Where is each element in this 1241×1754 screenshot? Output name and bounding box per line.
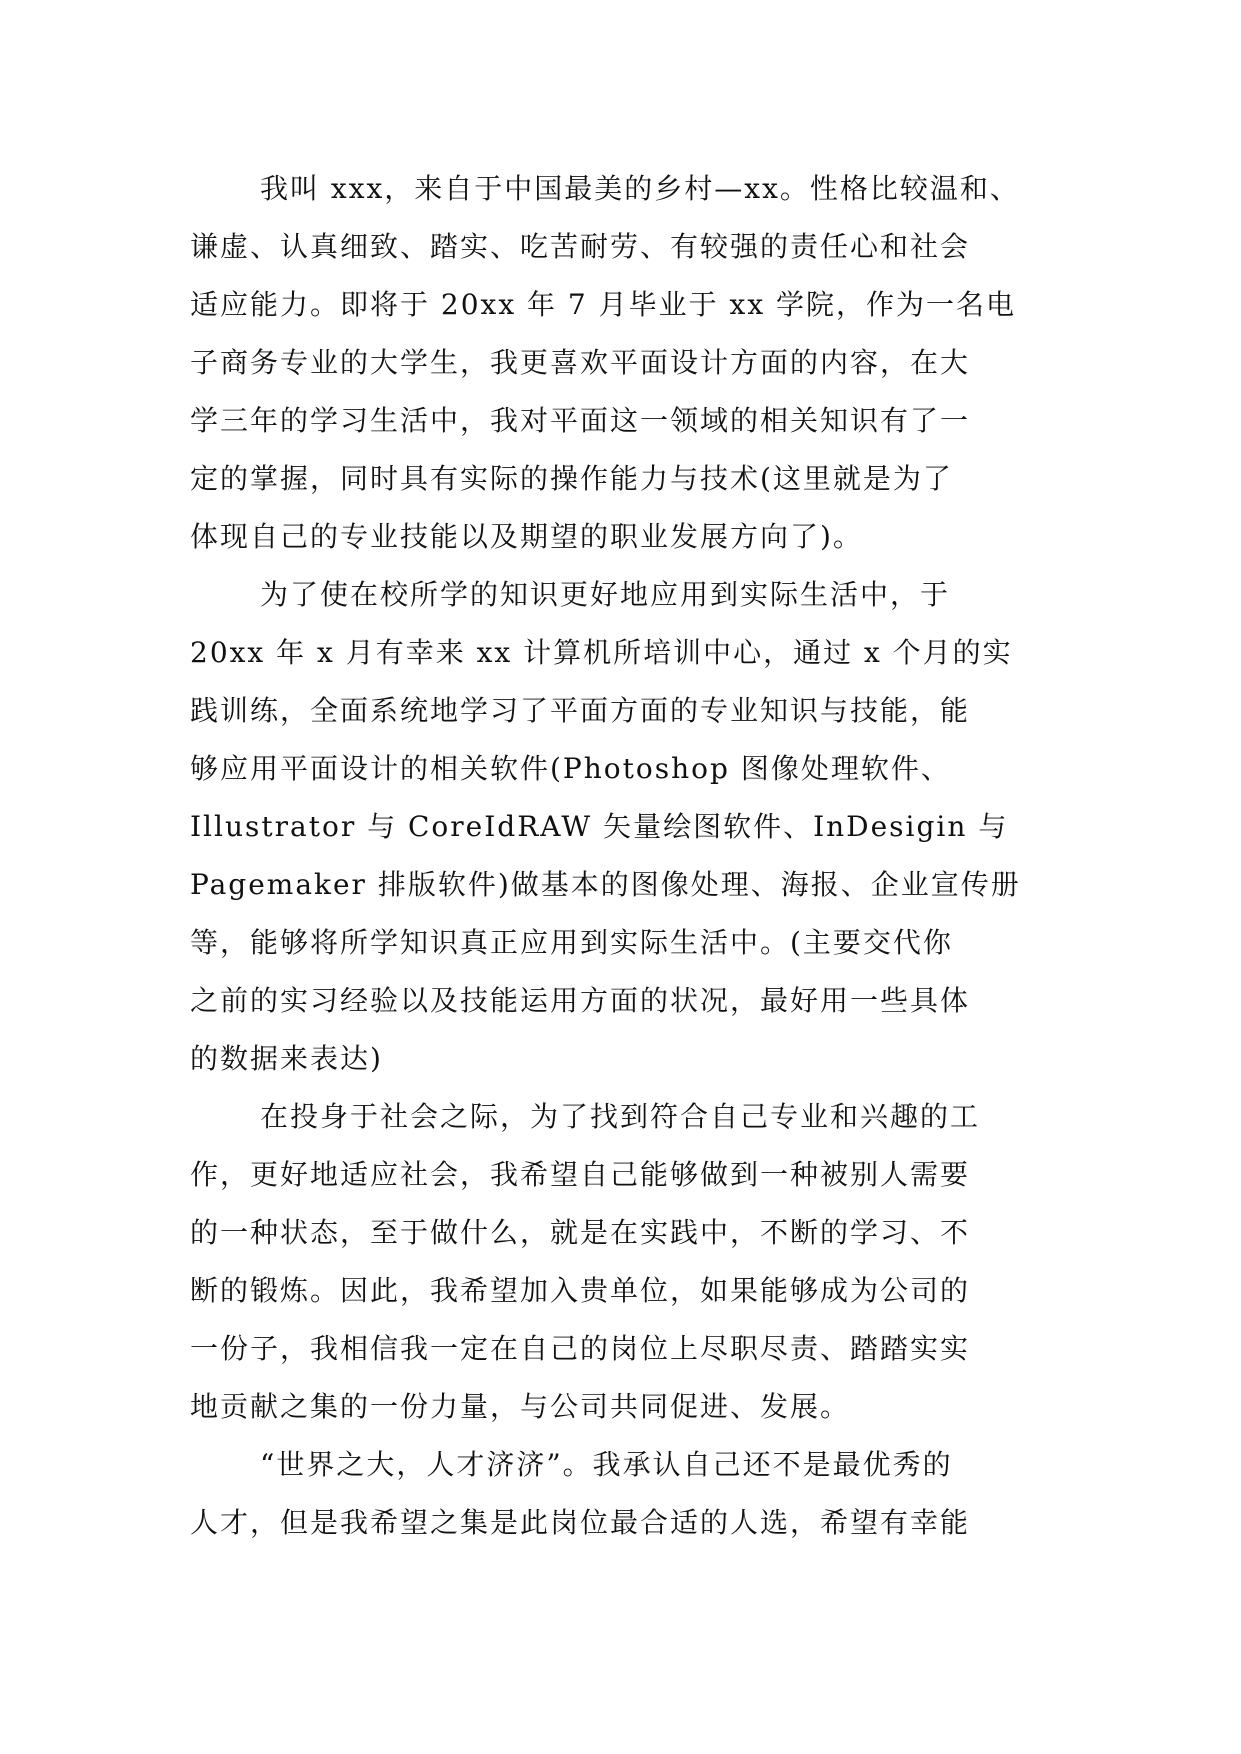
text-line: 断的锻炼。因此，我希望加入贵单位，如果能够成为公司的 [190, 1274, 971, 1307]
cover-letter-body [190, 160, 1060, 1552]
text-line: 地贡献之集的一份力量，与公司共同促进、发展。 [190, 1390, 851, 1423]
text-line: “世界之大，人才济济”。我承认自己还不是最优秀的 [260, 1448, 953, 1481]
text-line: 谦虚、认真细致、踏实、吃苦耐劳、有较强的责任心和社会 [190, 230, 971, 263]
text-line: 人才，但是我希望之集是此岗位最合适的人选，希望有幸能 [190, 1506, 971, 1539]
text-line: 学三年的学习生活中，我对平面这一领域的相关知识有了一 [190, 404, 971, 437]
text-line: 够应用平面设计的相关软件(Photoshop 图像处理软件、 [190, 752, 951, 785]
text-line: 等，能够将所学知识真正应用到实际生活中。(主要交代你 [190, 926, 953, 959]
text-line: 践训练，全面系统地学习了平面方面的专业知识与技能，能 [190, 694, 971, 727]
text-line: 我叫 xxx，来自于中国最美的乡村—xx。性格比较温和、 [260, 172, 1020, 205]
text-line: 20xx 年 x 月有幸来 xx 计算机所培训中心，通过 x 个月的实 [190, 636, 1013, 669]
text-line: 为了使在校所学的知识更好地应用到实际生活中，于 [260, 578, 951, 611]
text-line: Illustrator 与 CoreIdRAW 矢量绘图软件、InDesigin 与 [190, 810, 1009, 843]
text-line: 一份子，我相信我一定在自己的岗位上尽职尽责、踏踏实实 [190, 1332, 971, 1365]
text-line: 定的掌握，同时具有实际的操作能力与技术(这里就是为了 [190, 462, 953, 495]
text-line: 的数据来表达) [190, 1042, 383, 1075]
text-line: 作，更好地适应社会，我希望自己能够做到一种被别人需要 [190, 1158, 971, 1191]
text-line: 子商务专业的大学生，我更喜欢平面设计方面的内容，在大 [190, 346, 971, 379]
text-line: 在投身于社会之际，为了找到符合自己专业和兴趣的工 [260, 1100, 981, 1133]
text-line: Pagemaker 排版软件)做基本的图像处理、海报、企业宣传册 [190, 868, 1021, 901]
text-line: 适应能力。即将于 20xx 年 7 月毕业于 xx 学院，作为一名电 [190, 288, 1017, 321]
text-line: 之前的实习经验以及技能运用方面的状况，最好用一些具体 [190, 984, 971, 1017]
text-line: 体现自己的专业技能以及期望的职业发展方向了)。 [190, 520, 863, 553]
text-line: 的一种状态，至于做什么，就是在实践中，不断的学习、不 [190, 1216, 971, 1249]
